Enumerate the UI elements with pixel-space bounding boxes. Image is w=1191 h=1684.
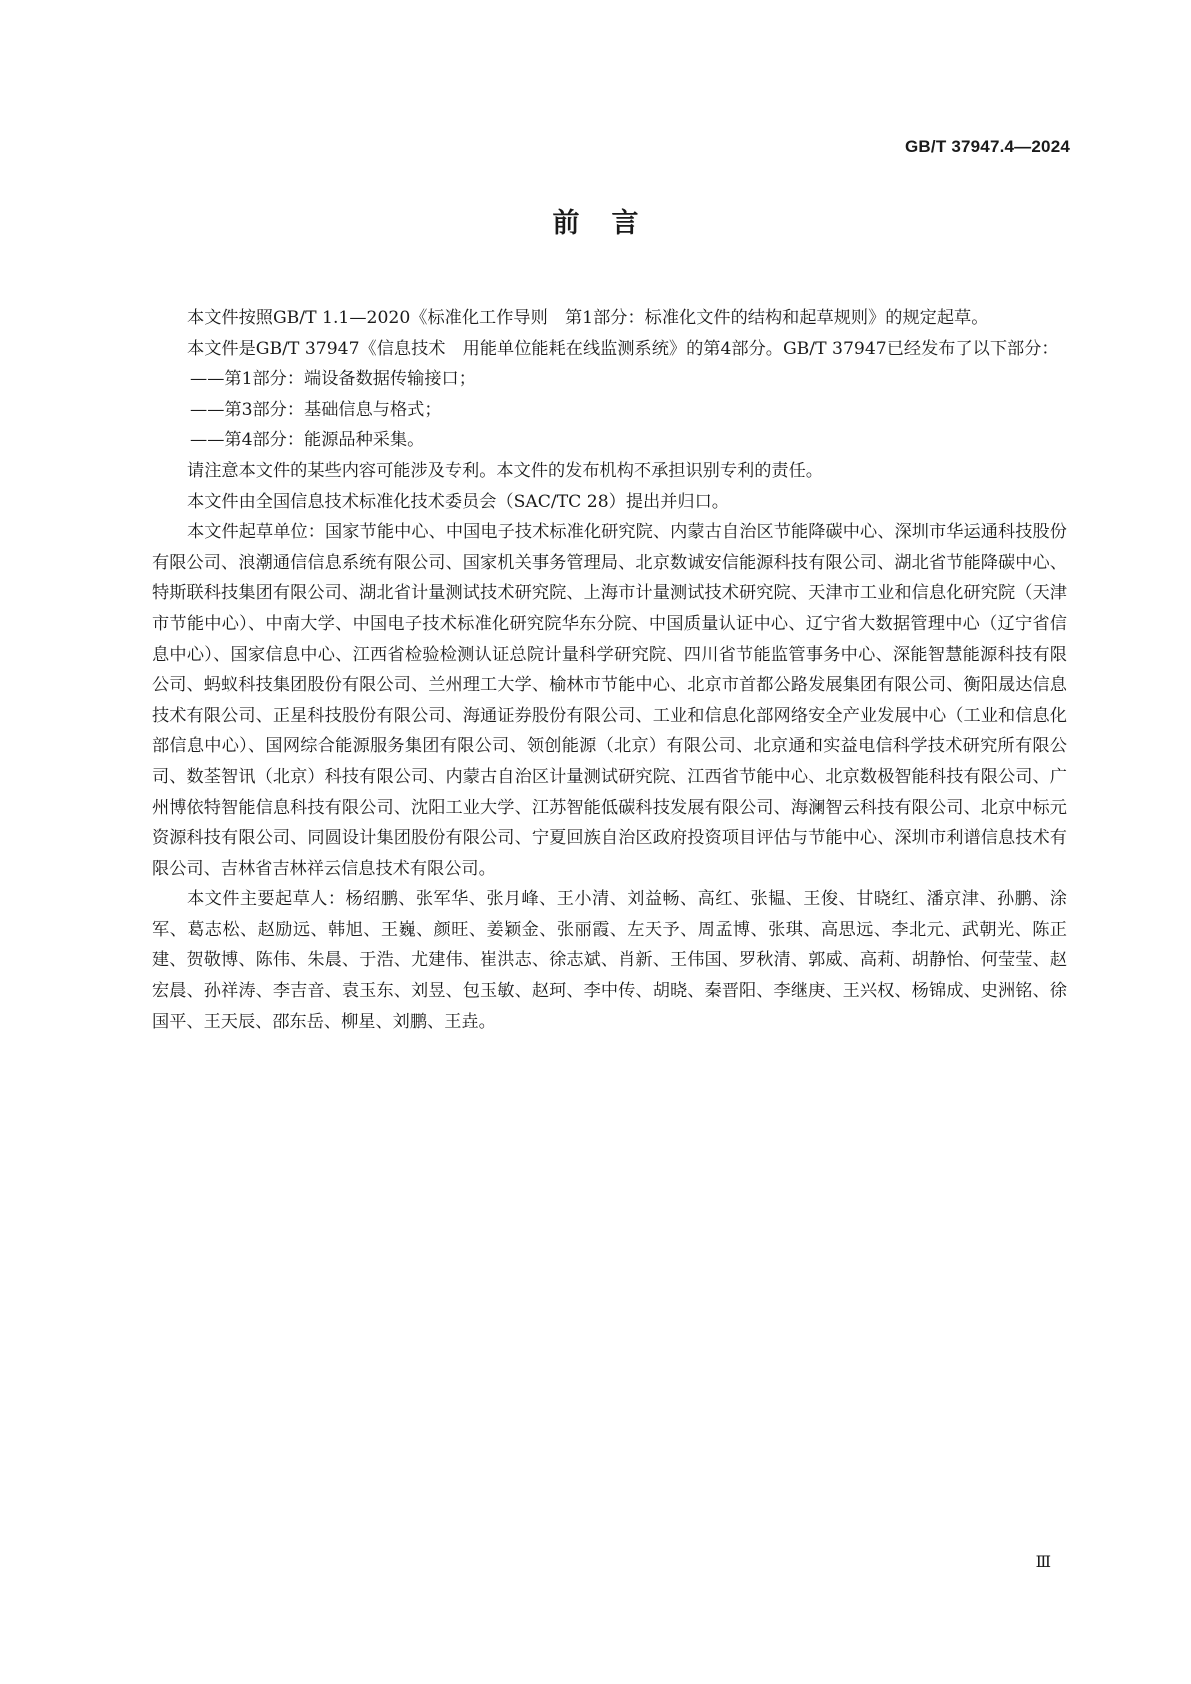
- paragraph-patent-notice: 请注意本文件的某些内容可能涉及专利。本文件的发布机构不承担识别专利的责任。: [187, 460, 823, 481]
- paragraph-drafters: 本文件主要起草人：杨绍鹏、张军华、张月峰、王小清、刘益畅、高红、张韫、王俊、甘晓红、潘京津、孙鹏、涂军、葛志松、赵励远、韩旭、王巍、颜旺、姜颖金、张丽霞、左天予、周孟博、张琪、高思远、李北元、武朝光、陈正建、贺敬博、陈伟、朱晨、于浩、尤建伟、崔洪志、徐志斌、肖新、王伟国、罗秋清、郭威、高莉、胡静怡、何莹莹、赵宏晨、孙祥涛、李吉音、袁玉东、刘昱、包玉敏、赵珂、李中传、胡晓、秦晋阳、李继庚、王兴权、杨锦成、史洲铭、徐国平、王天辰、邵东岳、柳星、刘鹏、王垚。: [152, 889, 1067, 1032]
- standard-code: GB/T 37947.4—2024: [905, 137, 1070, 156]
- list-item-part-1: ——第1部分：端设备数据传输接口；: [190, 369, 476, 390]
- document-body: [152, 303, 1067, 1037]
- list-item-part-4: ——第4部分：能源品种采集。: [190, 430, 425, 451]
- page-title: 前言: [552, 208, 671, 239]
- paragraph-drafting-units: 本文件起草单位：国家节能中心、中国电子技术标准化研究院、内蒙古自治区节能降碳中心、深圳市华运通科技股份有限公司、浪潮通信信息系统有限公司、国家机关事务管理局、北京数诚安信能源科技有限公司、湖北省节能降碳中心、特斯联科技集团有限公司、湖北省计量测试技术研究院、上海市计量测试技术研究院、天津市工业和信息化研究院（天津市节能中心）、中南大学、中国电子技术标准化研究院华东分院、中国质量认证中心、辽宁省大数据管理中心（辽宁省信息中心）、国家信息中心、江西省检验检测认证总院计量科学研究院、四川省节能监管事务中心、深能智慧能源科技有限公司、蚂蚁科技集团股份有限公司、兰州理工大学、榆林市节能中心、北京市首都公路发展集团有限公司、衡阳晟达信息技术有限公司、正星科技股份有限公司、海通证券股份有限公司、工业和信息化部网络安全产业发展中心（工业和信息化部信息中心）、国网综合能源服务集团有限公司、领创能源（北京）有限公司、北京通和实益电信科学技术研究所有限公司、数荃智讯（北京）科技有限公司、内蒙古自治区计量测试研究院、江西省节能中心、北京数极智能科技有限公司、广州博依特智能信息科技有限公司、沈阳工业大学、江苏智能低碳科技发展有限公司、海澜智云科技有限公司、北京中标元资源科技有限公司、同圆设计集团股份有限公司、宁夏回族自治区政府投资项目评估与节能中心、深圳市利谱信息技术有限公司、吉林省吉林祥云信息技术有限公司。: [152, 522, 1067, 879]
- paragraph-drafting-rules: 本文件按照GB/T 1.1—2020《标准化工作导则 第1部分：标准化文件的结构和起草规则》的规定起草。: [187, 308, 989, 328]
- page-number: Ⅲ: [1035, 1552, 1051, 1571]
- list-item-part-3: ——第3部分：基础信息与格式；: [190, 399, 442, 420]
- paragraph-committee: 本文件由全国信息技术标准化技术委员会（SAC/TC 28）提出并归口。: [187, 491, 729, 512]
- paragraph-part-intro: 本文件是GB/T 37947《信息技术 用能单位能耗在线监测系统》的第4部分。GB/T 37947已经发布了以下部分：: [187, 338, 1059, 359]
